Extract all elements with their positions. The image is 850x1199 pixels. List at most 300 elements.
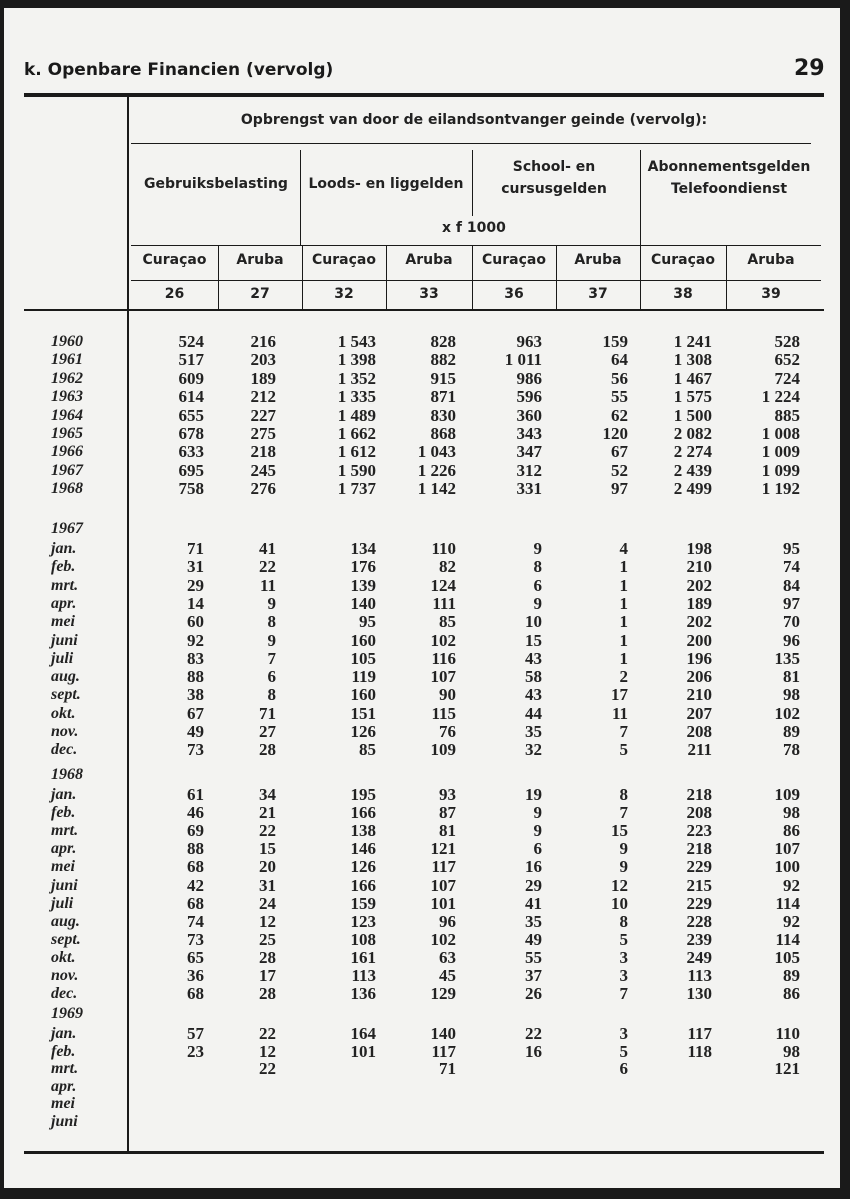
cell-col-37: 8 <box>619 911 628 931</box>
cell-col-33: 1 226 <box>417 460 456 480</box>
cell-col-39: 70 <box>783 612 800 632</box>
cell-col-26: 614 <box>178 387 204 407</box>
row-label: apr. <box>51 1077 77 1095</box>
cell-col-33: 85 <box>439 612 456 632</box>
cell-col-36: 15 <box>525 630 542 650</box>
cell-col-32: 101 <box>350 1041 376 1061</box>
cell-col-27: 15 <box>259 839 276 859</box>
row-label: 1967 <box>51 461 83 479</box>
cell-col-32: 160 <box>350 685 376 705</box>
cell-col-39: 84 <box>783 575 800 595</box>
row-label: mei <box>51 1095 75 1112</box>
cell-col-33: 1 043 <box>417 442 456 462</box>
cell-col-39: 114 <box>775 893 800 913</box>
row-label: jan. <box>51 786 77 803</box>
cell-col-27: 212 <box>250 387 276 407</box>
cell-col-37: 7 <box>619 722 628 741</box>
cell-col-27: 34 <box>259 785 276 804</box>
cell-col-38: 206 <box>686 667 712 687</box>
cell-col-38: 2 274 <box>673 442 712 462</box>
cell-col-33: 107 <box>430 875 456 895</box>
cell-col-33: 117 <box>431 857 456 877</box>
cell-col-38: 208 <box>686 722 712 741</box>
row-label: feb. <box>51 558 76 576</box>
cell-col-39: 89 <box>783 722 800 741</box>
cell-col-33: 1 142 <box>417 479 456 499</box>
cell-col-39: 86 <box>783 821 800 841</box>
cell-col-38: 2 499 <box>673 479 712 499</box>
group-divider <box>472 150 473 216</box>
cell-col-39: 528 <box>774 332 800 351</box>
cell-col-38: 207 <box>686 703 712 723</box>
cell-col-38: 130 <box>686 984 712 1004</box>
cell-col-36: 49 <box>525 929 542 949</box>
cell-col-26: 73 <box>187 929 204 949</box>
cell-col-27: 22 <box>259 557 276 577</box>
cell-col-33: 115 <box>431 703 456 723</box>
cell-col-36: 312 <box>516 460 542 480</box>
cell-col-27: 6 <box>267 667 276 687</box>
cell-col-33: 124 <box>430 575 456 595</box>
cell-col-37: 8 <box>619 785 628 804</box>
row-label: 1965 <box>51 425 83 442</box>
cell-col-39: 98 <box>783 803 800 823</box>
document-page <box>4 8 840 1188</box>
section-title: k. Openbare Financien (vervolg) <box>24 60 334 80</box>
cell-col-33: 102 <box>430 630 456 650</box>
cell-col-26: 68 <box>187 984 204 1004</box>
row-label: mei <box>51 613 75 631</box>
cell-col-36: 55 <box>525 947 542 967</box>
column-divider <box>302 246 303 309</box>
row-label: 1962 <box>51 369 83 387</box>
group-header-loods-liggelden: Loods- en liggelden <box>308 176 464 192</box>
cell-col-33: 882 <box>430 350 456 370</box>
cell-col-39: 724 <box>774 368 800 388</box>
cell-col-26: 67 <box>187 703 204 723</box>
row-label: juni <box>51 1112 78 1130</box>
cell-col-27: 20 <box>259 857 276 877</box>
top-rule <box>24 93 824 97</box>
cell-col-37: 2 <box>619 667 628 687</box>
bottom-rule <box>24 1151 824 1154</box>
row-label: nov. <box>51 723 79 740</box>
cell-col-27: 22 <box>259 1024 276 1043</box>
cell-col-38: 118 <box>687 1041 712 1061</box>
cell-col-33: 868 <box>430 424 456 443</box>
subheader-curacao: Curaçao <box>651 252 715 268</box>
cell-col-38: 117 <box>687 1024 712 1043</box>
cell-col-39: 98 <box>783 685 800 705</box>
cell-col-33: 93 <box>439 785 456 804</box>
cell-col-33: 90 <box>439 685 456 705</box>
row-label: mrt. <box>51 822 79 840</box>
cell-col-37: 5 <box>619 740 628 760</box>
cell-col-33: 830 <box>430 405 456 425</box>
cell-col-36: 6 <box>533 839 542 859</box>
row-label: mei <box>51 858 75 876</box>
cell-col-38: 228 <box>686 911 712 931</box>
cell-col-37: 10 <box>611 893 628 913</box>
cell-col-26: 73 <box>187 740 204 760</box>
cell-col-32: 151 <box>350 703 376 723</box>
cell-col-38: 2 082 <box>673 424 712 443</box>
cell-col-37: 64 <box>611 350 628 370</box>
cell-col-36: 37 <box>525 966 542 985</box>
cell-col-38: 223 <box>686 821 712 841</box>
cell-col-38: 1 500 <box>673 405 712 425</box>
cell-col-32: 1 398 <box>337 350 376 370</box>
group-header-telefoondienst: Abonnementsgelden Telefoondienst <box>647 159 811 197</box>
row-label: okt. <box>51 948 76 966</box>
cell-col-38: 200 <box>686 630 712 650</box>
cell-col-39: 81 <box>783 667 800 687</box>
cell-col-26: 92 <box>187 630 204 650</box>
cell-col-26: 88 <box>187 667 204 687</box>
subheader-aruba: Aruba <box>405 252 453 268</box>
cell-col-26: 609 <box>178 368 204 388</box>
cell-col-37: 1 <box>619 575 628 595</box>
cell-col-37: 1 <box>619 630 628 650</box>
cell-col-27: 9 <box>267 593 276 613</box>
cell-col-32: 126 <box>350 722 376 741</box>
cell-col-27: 21 <box>259 803 276 823</box>
year-label: 1967 <box>51 520 83 537</box>
cell-col-39: 86 <box>783 984 800 1004</box>
cell-col-32: 1 489 <box>337 405 376 425</box>
cell-col-32: 95 <box>359 612 376 632</box>
row-label: juni <box>51 631 78 649</box>
cell-col-36: 10 <box>525 612 542 632</box>
cell-col-36: 19 <box>525 785 542 804</box>
cell-col-27: 227 <box>250 405 276 425</box>
cell-col-37: 12 <box>611 875 628 895</box>
column-number: 32 <box>334 286 354 302</box>
cell-col-36: 1 011 <box>504 350 542 370</box>
cell-col-36: 29 <box>525 875 542 895</box>
group-divider <box>640 150 641 246</box>
cell-col-27: 245 <box>250 460 276 480</box>
cell-col-27: 216 <box>250 332 276 351</box>
year-label: 1968 <box>51 766 83 783</box>
row-label: feb. <box>51 804 76 822</box>
cell-col-37: 5 <box>619 1041 628 1061</box>
cell-col-38: 113 <box>687 966 712 985</box>
cell-col-33: 45 <box>439 966 456 985</box>
row-label: sept. <box>51 686 81 704</box>
cell-col-33: 111 <box>432 593 456 613</box>
cell-col-26: 655 <box>178 405 204 425</box>
cell-col-36: 9 <box>533 539 542 558</box>
cell-col-27: 8 <box>267 612 276 632</box>
cell-col-27: 275 <box>250 424 276 443</box>
cell-col-33: 102 <box>430 929 456 949</box>
cell-col-26: 69 <box>187 821 204 841</box>
column-number: 27 <box>250 286 270 302</box>
cell-col-39: 1 009 <box>761 442 800 462</box>
cell-col-36: 360 <box>516 405 542 425</box>
cell-col-39: 78 <box>783 740 800 760</box>
cell-col-32: 139 <box>350 575 376 595</box>
cell-col-26: 71 <box>187 539 204 558</box>
column-number: 37 <box>588 286 608 302</box>
cell-col-33: 87 <box>439 803 456 823</box>
cell-col-27: 203 <box>250 350 276 370</box>
row-label: 1961 <box>51 351 83 369</box>
cell-col-37: 4 <box>619 539 628 558</box>
cell-col-26: 23 <box>187 1041 204 1061</box>
subheader-aruba: Aruba <box>574 252 622 268</box>
cell-col-36: 22 <box>525 1024 542 1043</box>
cell-col-37: 5 <box>619 929 628 949</box>
group-header-schoolgelden: School- en cursusgelden <box>501 159 607 197</box>
cell-col-39: 121 <box>774 1059 800 1078</box>
cell-col-32: 119 <box>351 667 376 687</box>
cell-col-27: 28 <box>259 947 276 967</box>
cell-col-36: 43 <box>525 685 542 705</box>
cell-col-26: 38 <box>187 685 204 705</box>
row-label: dec. <box>51 741 78 759</box>
cell-col-37: 159 <box>602 332 628 351</box>
subheader-rule <box>131 245 821 246</box>
column-divider <box>472 246 473 309</box>
group-divider <box>300 150 301 246</box>
cell-col-39: 1 008 <box>761 424 800 443</box>
cell-col-27: 11 <box>259 575 276 595</box>
cell-col-36: 32 <box>525 740 542 760</box>
cell-col-27: 12 <box>259 911 276 931</box>
row-label: jan. <box>51 1025 77 1042</box>
cell-col-39: 97 <box>783 593 800 613</box>
cell-col-36: 16 <box>525 857 542 877</box>
cell-col-36: 6 <box>533 575 542 595</box>
table-title: Opbrengst van door de eilandsontvanger geinde (vervolg): <box>240 112 708 128</box>
row-label: 1966 <box>51 443 83 461</box>
cell-col-33: 101 <box>430 893 456 913</box>
cell-col-27: 28 <box>259 984 276 1004</box>
row-label: mrt. <box>51 1060 79 1077</box>
row-label: okt. <box>51 704 76 722</box>
cell-col-33: 117 <box>431 1041 456 1061</box>
cell-col-32: 134 <box>350 539 376 558</box>
cell-col-32: 113 <box>351 966 376 985</box>
cell-col-33: 116 <box>431 648 456 668</box>
cell-col-32: 126 <box>350 857 376 877</box>
cell-col-36: 596 <box>516 387 542 407</box>
cell-col-26: 88 <box>187 839 204 859</box>
cell-col-36: 963 <box>516 332 542 351</box>
cell-col-36: 41 <box>525 893 542 913</box>
title-rule <box>131 143 811 144</box>
row-label: aug. <box>51 668 80 686</box>
cell-col-36: 343 <box>516 424 542 443</box>
cell-col-26: 68 <box>187 893 204 913</box>
page-number: 29 <box>794 56 825 81</box>
cell-col-32: 166 <box>350 803 376 823</box>
cell-col-37: 3 <box>619 947 628 967</box>
subheader-curacao: Curaçao <box>482 252 546 268</box>
cell-col-32: 108 <box>350 929 376 949</box>
cell-col-38: 210 <box>686 685 712 705</box>
cell-col-27: 276 <box>250 479 276 499</box>
cell-col-33: 129 <box>430 984 456 1004</box>
cell-col-38: 229 <box>686 857 712 877</box>
cell-col-27: 25 <box>259 929 276 949</box>
cell-col-32: 140 <box>350 593 376 613</box>
cell-col-27: 22 <box>259 1059 276 1078</box>
cell-col-32: 1 590 <box>337 460 376 480</box>
cell-col-33: 140 <box>430 1024 456 1043</box>
cell-col-33: 82 <box>439 557 456 577</box>
unit-label: x f 1000 <box>442 220 506 236</box>
cell-col-39: 652 <box>774 350 800 370</box>
cell-col-39: 74 <box>783 557 800 577</box>
cell-col-27: 189 <box>250 368 276 388</box>
cell-col-39: 105 <box>774 947 800 967</box>
cell-col-27: 17 <box>259 966 276 985</box>
column-divider <box>218 246 219 309</box>
cell-col-39: 114 <box>775 929 800 949</box>
cell-col-39: 100 <box>774 857 800 877</box>
cell-col-26: 633 <box>178 442 204 462</box>
cell-col-37: 67 <box>611 442 628 462</box>
cell-col-36: 9 <box>533 593 542 613</box>
cell-col-32: 161 <box>350 947 376 967</box>
cell-col-38: 196 <box>686 648 712 668</box>
cell-col-32: 1 662 <box>337 424 376 443</box>
cell-col-37: 62 <box>611 405 628 425</box>
cell-col-39: 89 <box>783 966 800 985</box>
group-header-gebruiksbelasting: Gebruiksbelasting <box>144 176 288 192</box>
cell-col-36: 35 <box>525 911 542 931</box>
cell-col-36: 16 <box>525 1041 542 1061</box>
cell-col-33: 76 <box>439 722 456 741</box>
cell-col-32: 159 <box>350 893 376 913</box>
cell-col-39: 92 <box>783 875 800 895</box>
column-divider <box>556 246 557 309</box>
cell-col-27: 9 <box>267 630 276 650</box>
row-label: juni <box>51 876 78 894</box>
cell-col-27: 24 <box>259 893 276 913</box>
cell-col-36: 331 <box>516 479 542 499</box>
cell-col-26: 83 <box>187 648 204 668</box>
cell-col-32: 136 <box>350 984 376 1004</box>
cell-col-26: 517 <box>178 350 204 370</box>
cell-col-32: 138 <box>350 821 376 841</box>
cell-col-37: 17 <box>611 685 628 705</box>
cell-col-27: 7 <box>267 648 276 668</box>
cell-col-37: 120 <box>602 424 628 443</box>
cell-col-39: 1 099 <box>761 460 800 480</box>
cell-col-33: 63 <box>439 947 456 967</box>
row-label: nov. <box>51 967 79 984</box>
subheader-curacao: Curaçao <box>142 252 207 268</box>
row-label: 1963 <box>51 388 83 406</box>
cell-col-37: 9 <box>619 857 628 877</box>
cell-col-39: 1 224 <box>761 387 800 407</box>
column-divider <box>640 246 641 309</box>
cell-col-26: 758 <box>178 479 204 499</box>
cell-col-39: 885 <box>774 405 800 425</box>
cell-col-36: 9 <box>533 803 542 823</box>
cell-col-26: 49 <box>187 722 204 741</box>
cell-col-27: 41 <box>259 539 276 558</box>
row-label: juli <box>51 894 74 912</box>
cell-col-37: 1 <box>619 612 628 632</box>
row-label: apr. <box>51 594 77 612</box>
cell-col-26: 31 <box>187 557 204 577</box>
cell-col-32: 160 <box>350 630 376 650</box>
cell-col-36: 986 <box>516 368 542 388</box>
cell-col-38: 1 308 <box>673 350 712 370</box>
cell-col-39: 98 <box>783 1041 800 1061</box>
cell-col-26: 57 <box>187 1024 204 1043</box>
row-label: juli <box>51 649 74 667</box>
cell-col-37: 9 <box>619 839 628 859</box>
column-number: 38 <box>673 286 693 302</box>
cell-col-38: 202 <box>686 612 712 632</box>
cell-col-33: 110 <box>431 539 456 558</box>
cell-col-38: 189 <box>686 593 712 613</box>
cell-col-32: 195 <box>350 785 376 804</box>
cell-col-36: 44 <box>525 703 542 723</box>
row-label: 1964 <box>51 406 83 424</box>
cell-col-38: 239 <box>686 929 712 949</box>
cell-col-36: 26 <box>525 984 542 1004</box>
cell-col-33: 828 <box>430 332 456 351</box>
cell-col-27: 28 <box>259 740 276 760</box>
cell-col-37: 1 <box>619 648 628 668</box>
cell-col-36: 58 <box>525 667 542 687</box>
cell-col-33: 109 <box>430 740 456 760</box>
cell-col-36: 35 <box>525 722 542 741</box>
cell-col-39: 135 <box>774 648 800 668</box>
cell-col-39: 107 <box>774 839 800 859</box>
cell-col-27: 218 <box>250 442 276 462</box>
cell-col-32: 123 <box>350 911 376 931</box>
row-label: aug. <box>51 912 80 930</box>
cell-col-26: 60 <box>187 612 204 632</box>
cell-col-37: 6 <box>619 1059 628 1078</box>
row-label: mrt. <box>51 576 79 594</box>
cell-col-37: 3 <box>619 966 628 985</box>
column-number: 26 <box>164 286 185 302</box>
cell-col-26: 68 <box>187 857 204 877</box>
row-label: 1968 <box>51 480 83 498</box>
cell-col-26: 74 <box>187 911 204 931</box>
stub-divider <box>127 95 129 1153</box>
cell-col-26: 695 <box>178 460 204 480</box>
cell-col-26: 678 <box>178 424 204 443</box>
cell-col-39: 102 <box>774 703 800 723</box>
cell-col-26: 524 <box>178 332 204 351</box>
cell-col-32: 85 <box>359 740 376 760</box>
cell-col-37: 56 <box>611 368 628 388</box>
cell-col-39: 1 192 <box>761 479 800 499</box>
cell-col-39: 92 <box>783 911 800 931</box>
cell-col-39: 96 <box>783 630 800 650</box>
row-label: 1960 <box>51 333 83 350</box>
cell-col-39: 110 <box>775 1024 800 1043</box>
colnum-rule <box>131 280 821 281</box>
cell-col-32: 1 352 <box>337 368 376 388</box>
cell-col-38: 211 <box>687 740 712 760</box>
cell-col-26: 46 <box>187 803 204 823</box>
cell-col-33: 121 <box>430 839 456 859</box>
subheader-curacao: Curaçao <box>312 252 376 268</box>
cell-col-38: 218 <box>686 839 712 859</box>
cell-col-37: 97 <box>611 479 628 499</box>
